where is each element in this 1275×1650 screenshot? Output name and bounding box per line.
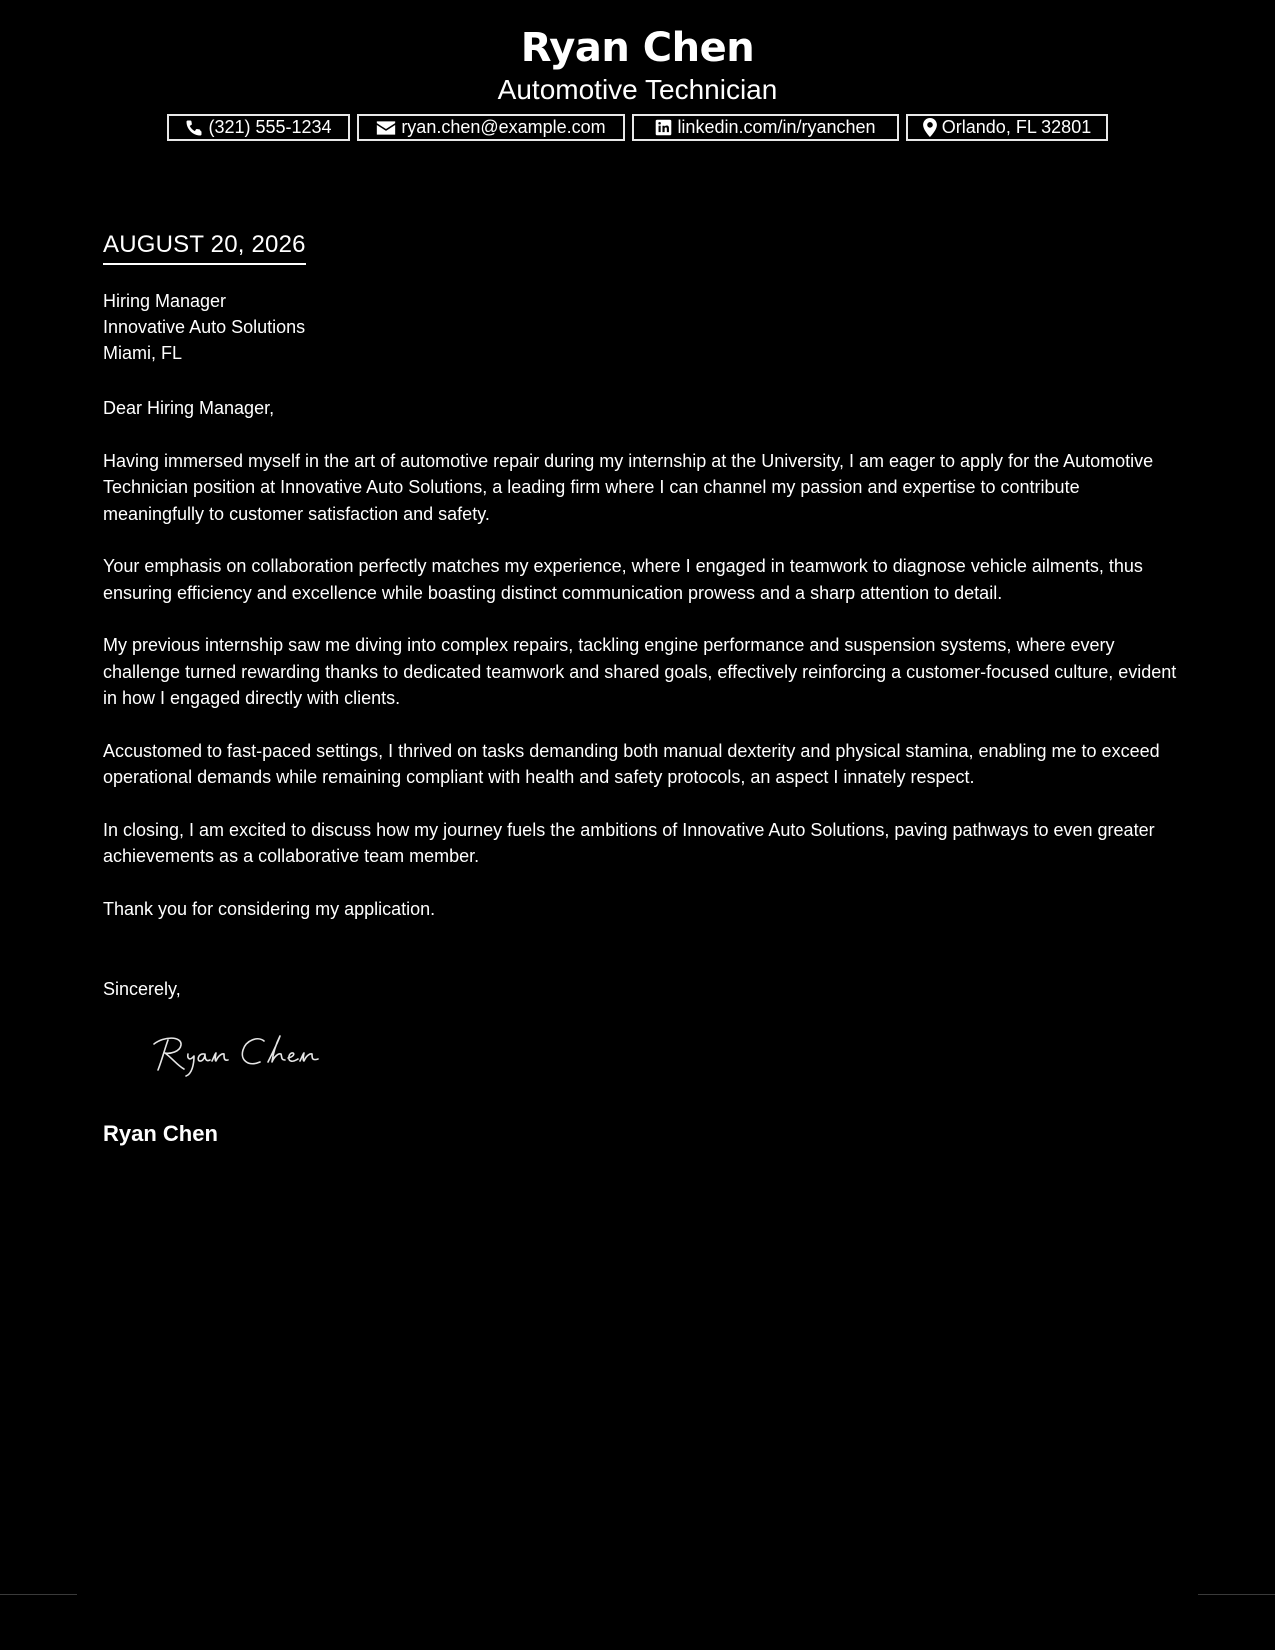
envelope-icon bbox=[376, 120, 396, 136]
body-paragraph: Having immersed myself in the art of automotive repair during my internship at the University, I am eager to apply for the Automotive Technician position at Innovative Auto Solutions, a leading firm where I can channel my passion and expertise to contribute meaningfully to customer satisfaction and safety. bbox=[103, 450, 1154, 524]
signer-name: Ryan Chen bbox=[103, 1121, 218, 1146]
body-paragraph: Accustomed to fast-paced settings, I thrived on tasks demanding both manual dexterity and physical stamina, enabling me to exceed operational demands while remaining compliant with health and safety protocols, an aspect I innately respect. bbox=[103, 740, 1160, 787]
footer-divider-left bbox=[0, 1594, 77, 1595]
linkedin-url: linkedin.com/in/ryanchen bbox=[677, 117, 876, 137]
applicant-name: Ryan Chen bbox=[520, 25, 755, 71]
closing-line: Sincerely, bbox=[103, 979, 181, 999]
linkedin-icon bbox=[655, 119, 672, 136]
contact-location[interactable] bbox=[906, 114, 1108, 141]
handwritten-signature bbox=[148, 1032, 333, 1078]
recipient-company: Innovative Auto Solutions bbox=[103, 317, 306, 337]
contact-bar bbox=[0, 114, 1275, 141]
salutation: Dear Hiring Manager, bbox=[103, 398, 275, 418]
body-paragraph: Thank you for considering my application. bbox=[103, 898, 436, 919]
letter-header bbox=[0, 22, 1275, 141]
footer-divider-right bbox=[1198, 1594, 1275, 1595]
map-marker-icon bbox=[923, 118, 937, 137]
body-paragraph: Your emphasis on collaboration perfectly matches my experience, where I engaged in teamwork to diagnose vehicle ailments, thus ensuring efficiency and excellence while boasting distinct communication prowess and a sharp attention to detail. bbox=[103, 556, 1143, 603]
contact-phone[interactable] bbox=[167, 114, 350, 141]
phone-icon bbox=[185, 119, 203, 137]
body-paragraph: My previous internship saw me diving into complex repairs, tackling engine performance and suspension systems, where every challenge turned rewarding thanks to dedicated teamwork and shared goals, effectively reinforcing a customer-focused culture, evident in how I engaged directly with clients. bbox=[103, 635, 1177, 708]
letter-date: AUGUST 20, 2026 bbox=[103, 228, 306, 265]
location-text: Orlando, FL 32801 bbox=[941, 117, 1092, 137]
contact-linkedin[interactable] bbox=[632, 114, 899, 141]
contact-email[interactable] bbox=[357, 114, 625, 141]
body-paragraph: In closing, I am excited to discuss how my journey fuels the ambitions of Innovative Auto Solutions, paving pathways to even greater achievements as a collaborative team member. bbox=[103, 819, 1155, 866]
applicant-job-title: Automotive Technician bbox=[497, 74, 778, 105]
recipient-location: Miami, FL bbox=[103, 343, 183, 363]
recipient-block bbox=[103, 288, 305, 366]
recipient-title: Hiring Manager bbox=[103, 291, 227, 311]
letter-body bbox=[103, 395, 1178, 948]
email-address: ryan.chen@example.com bbox=[401, 117, 606, 137]
phone-number: (321) 555-1234 bbox=[208, 117, 332, 137]
